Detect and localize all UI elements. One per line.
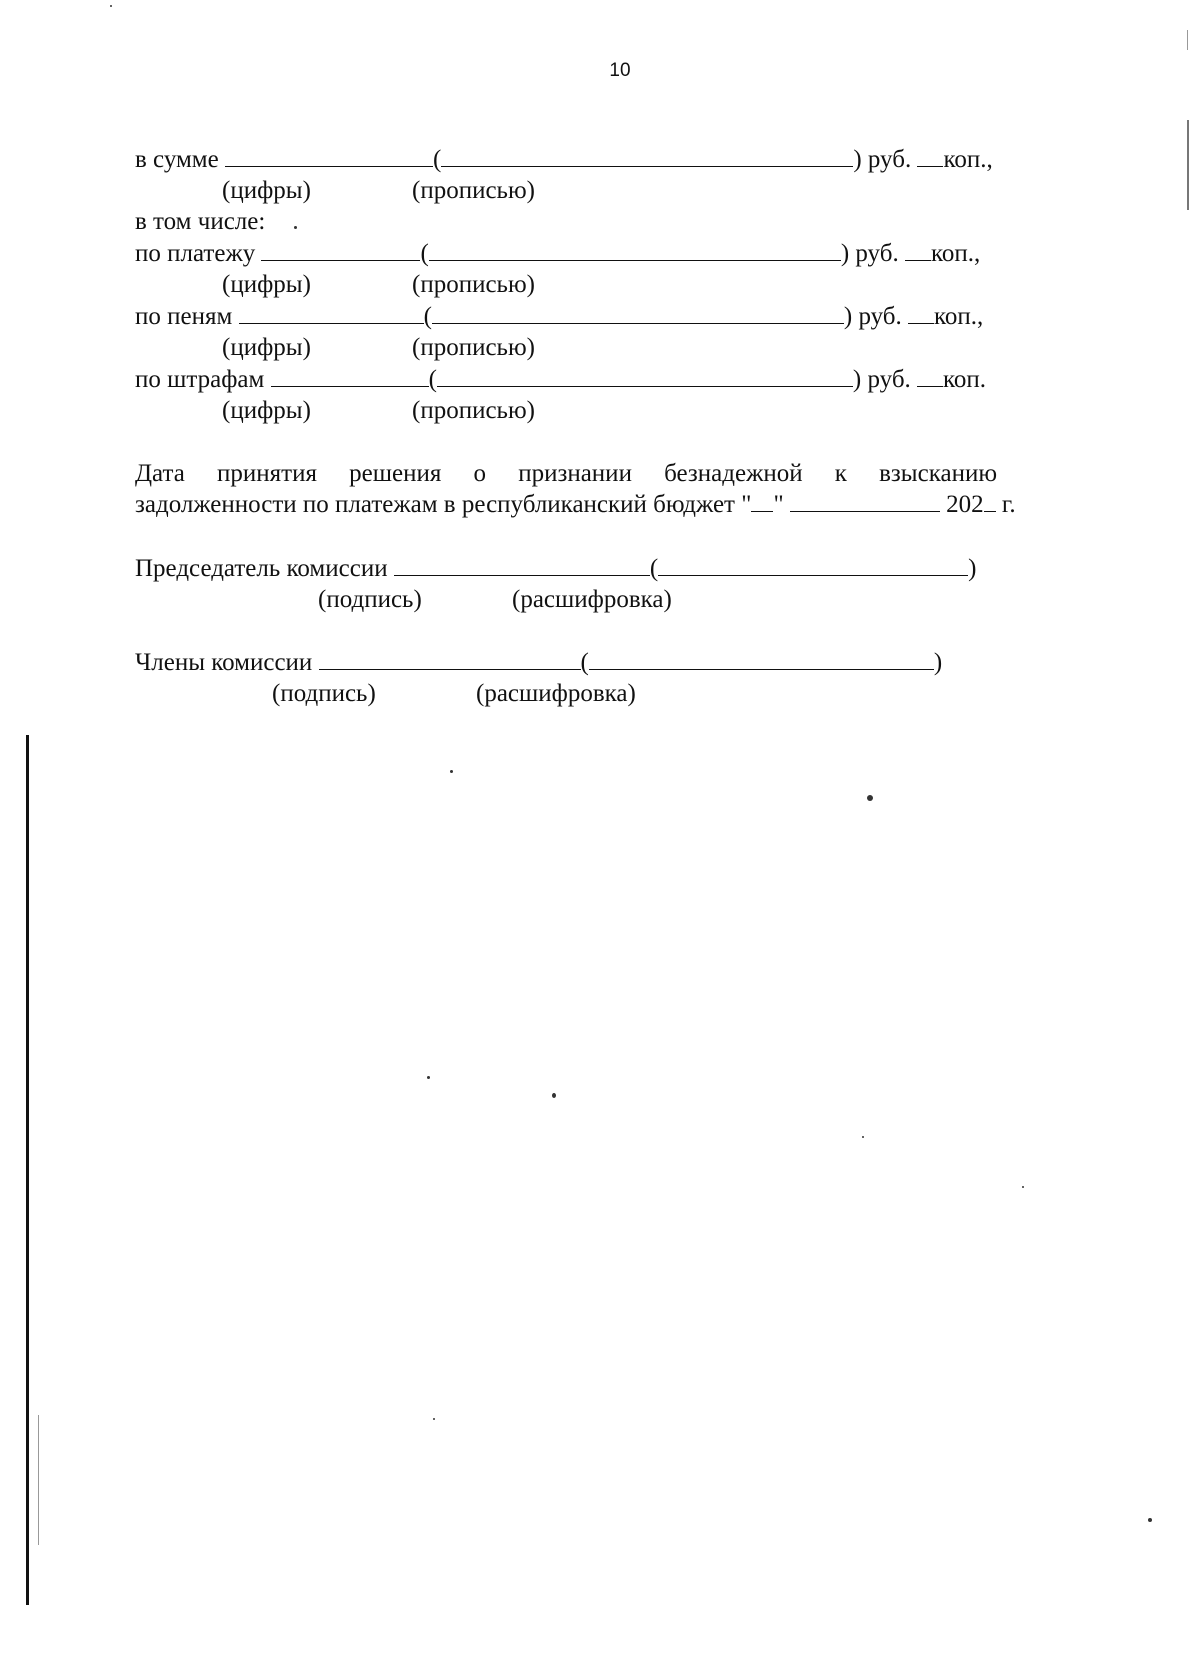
payment-words-blank	[429, 238, 841, 261]
penalties-words-blank	[432, 301, 844, 324]
fines-amount-label: по штрафам	[135, 366, 265, 393]
total-amount-line	[135, 144, 993, 175]
total-kop-label: коп.,	[943, 146, 993, 173]
payment-open-paren: (	[420, 240, 429, 267]
total-kop-blank	[917, 144, 943, 167]
fines-words-blank	[437, 364, 853, 387]
payment-digits-blank	[261, 238, 420, 261]
penalties-kop-blank	[908, 301, 934, 324]
members-signature-caption: (подпись)	[272, 680, 376, 707]
decision-date-line-2	[135, 489, 1016, 520]
penalties-digits-caption: (цифры)	[222, 334, 311, 361]
payment-kop-blank	[905, 238, 931, 261]
fines-digits-blank	[271, 364, 429, 387]
decision-month-blank	[790, 489, 940, 512]
total-open-paren: (	[432, 146, 442, 173]
members-decoding-caption: (расшифровка)	[476, 680, 636, 707]
decision-year-suffix: г.	[1001, 491, 1016, 518]
penalties-kop-label: коп.,	[934, 303, 984, 330]
decision-year-blank	[984, 489, 996, 512]
chairman-signature-caption: (подпись)	[318, 586, 422, 613]
chairman-label: Председатель комиссии	[135, 555, 388, 582]
fines-kop-blank	[917, 364, 943, 387]
scan-speck	[110, 5, 112, 7]
scan-speck	[450, 770, 453, 773]
fines-open-paren: (	[428, 366, 437, 393]
payment-kop-label: коп.,	[930, 240, 981, 267]
penalties-open-paren: (	[423, 303, 432, 330]
chairman-decoding-caption: (расшифровка)	[512, 586, 672, 613]
members-signature-blank	[319, 647, 581, 670]
page-number: 10	[609, 60, 631, 81]
members-line	[135, 647, 942, 678]
total-digits-caption: (цифры)	[222, 177, 311, 204]
chairman-open-paren: (	[649, 555, 659, 582]
payment-amount-label: по платежу	[135, 240, 256, 267]
scan-speck	[862, 1136, 864, 1138]
scan-edge-right	[1187, 120, 1189, 210]
chairman-close-paren: )	[968, 555, 977, 582]
fines-kop-label: коп.	[943, 366, 987, 393]
total-digits-blank	[225, 144, 433, 167]
scan-speck	[294, 226, 297, 229]
chairman-line	[135, 553, 976, 584]
scan-speck	[552, 1093, 556, 1098]
payment-digits-caption: (цифры)	[222, 271, 311, 298]
decision-date-line-1: Дата принятия решения о признании безнадежной к взысканию	[135, 460, 997, 487]
members-open-paren: (	[580, 649, 589, 676]
fines-words-caption: (прописью)	[412, 397, 535, 424]
penalties-words-caption: (прописью)	[412, 334, 535, 361]
decision-day-blank	[751, 489, 773, 512]
scan-edge-left-faint	[38, 1415, 39, 1545]
decision-quote-close: "	[773, 491, 784, 518]
scan-edge-right-top	[1187, 30, 1188, 50]
total-words-caption: (прописью)	[412, 177, 535, 204]
total-words-blank	[441, 144, 853, 167]
decision-year: 202	[946, 491, 984, 518]
including-label: в том числе:	[135, 208, 266, 235]
fines-rub-label: ) руб.	[852, 366, 911, 393]
payment-words-caption: (прописью)	[412, 271, 535, 298]
penalties-rub-label: ) руб.	[843, 303, 902, 330]
penalties-amount-line	[135, 301, 983, 332]
total-rub-label: ) руб.	[853, 146, 912, 173]
payment-amount-line	[135, 238, 980, 269]
chairman-decoding-blank	[658, 553, 968, 576]
members-decoding-blank	[589, 647, 934, 670]
decision-date-text: задолженности по платежам в республиканский бюджет "	[135, 491, 752, 518]
scan-speck	[867, 795, 873, 801]
scan-speck	[427, 1076, 430, 1079]
scan-edge-left	[26, 735, 29, 1605]
members-close-paren: )	[933, 649, 943, 676]
scan-speck	[433, 1418, 435, 1420]
scan-speck	[1022, 1186, 1024, 1188]
fines-digits-caption: (цифры)	[222, 397, 311, 424]
members-label: Члены комиссии	[135, 649, 313, 676]
payment-rub-label: ) руб.	[840, 240, 899, 267]
chairman-signature-blank	[394, 553, 650, 576]
total-amount-label: в сумме	[135, 146, 219, 173]
fines-amount-line	[135, 364, 986, 395]
penalties-amount-label: по пеням	[135, 303, 233, 330]
scan-speck	[1148, 1518, 1152, 1522]
penalties-digits-blank	[239, 301, 424, 324]
